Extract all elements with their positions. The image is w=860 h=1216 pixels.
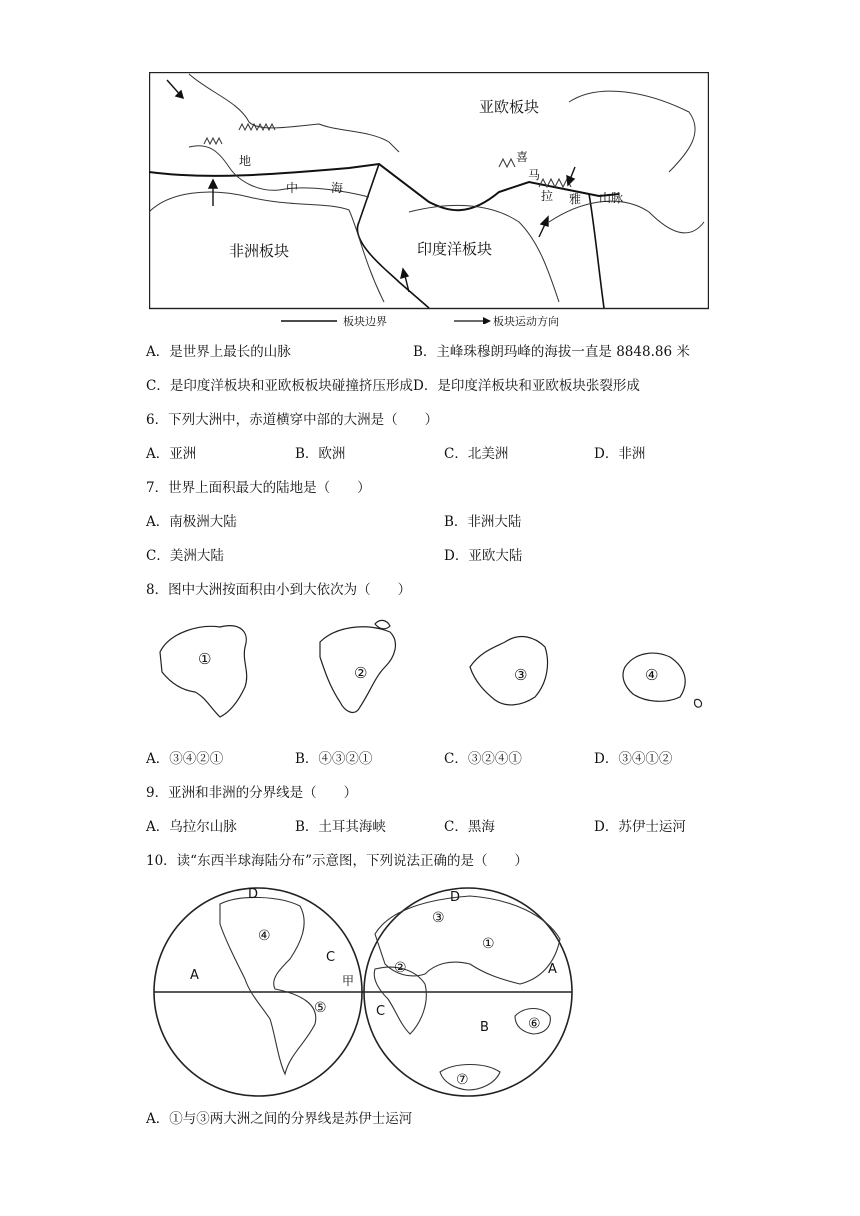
continent-label-3: ③ xyxy=(514,666,528,684)
q6-option-b[interactable]: B．欧洲 xyxy=(295,446,346,462)
east-label-3: ③ xyxy=(432,910,445,926)
q10-stem: 10．读“东西半球海陆分布”示意图，下列说法正确的是（ ） xyxy=(146,853,528,869)
east-label-7: ⑦ xyxy=(456,1072,469,1088)
asia-outline xyxy=(160,626,247,717)
label-himalaya-shanmai: 山脉 xyxy=(599,191,624,205)
continent-label-4: ④ xyxy=(645,666,659,684)
q6-option-a[interactable]: A．亚洲 xyxy=(146,446,197,462)
hemisphere-drawing xyxy=(150,884,580,1100)
label-africa-plate: 非洲板块 xyxy=(229,242,290,260)
q9-option-b[interactable]: B．土耳其海峡 xyxy=(295,819,386,835)
q7-option-d[interactable]: D．亚欧大陆 xyxy=(444,548,523,564)
continent-label-2: ② xyxy=(354,664,368,682)
q10-option-a[interactable]: A．①与③两大洲之间的分界线是苏伊士运河 xyxy=(146,1111,413,1127)
east-label-a: A xyxy=(548,962,557,977)
east-label-1: ① xyxy=(482,936,495,952)
continent-figures xyxy=(150,612,730,730)
q9-option-c[interactable]: C．黑海 xyxy=(444,819,495,835)
label-himalaya-la: 拉 xyxy=(541,189,554,203)
east-label-b: B xyxy=(480,1020,489,1035)
west-label-c: C xyxy=(326,950,336,965)
q9-option-d[interactable]: D．苏伊士运河 xyxy=(594,819,686,835)
q8-option-c[interactable]: C．③②④① xyxy=(444,751,522,767)
east-label-d: D xyxy=(450,890,461,905)
continent-outlines xyxy=(150,612,730,730)
east-label-c: C xyxy=(376,1004,386,1019)
west-label-5: ⑤ xyxy=(314,1000,327,1016)
west-label-d: D xyxy=(248,887,259,902)
west-label-jia: 甲 xyxy=(342,974,355,988)
plate-map xyxy=(149,72,709,328)
q5-option-c[interactable]: C．是印度洋板块和亚欧板板块碰撞挤压形成 xyxy=(146,378,413,394)
q8-option-d[interactable]: D．③④①② xyxy=(594,751,673,767)
east-label-2: ② xyxy=(394,960,407,976)
label-indian-plate: 印度洋板块 xyxy=(417,240,493,258)
q6-stem: 6．下列大洲中，赤道横穿中部的大洲是（ ） xyxy=(146,412,439,428)
q5-option-d[interactable]: D．是印度洋板块和亚欧板块张裂形成 xyxy=(413,378,640,394)
hemisphere-map xyxy=(150,884,580,1100)
label-eurasia-plate: 亚欧板块 xyxy=(479,98,540,116)
east-label-6: ⑥ xyxy=(528,1016,541,1032)
q6-option-d[interactable]: D．非洲 xyxy=(594,446,646,462)
label-mediterranean-zhong: 中 xyxy=(286,181,299,195)
q7-option-b[interactable]: B．非洲大陆 xyxy=(444,514,522,530)
q8-stem: 8．图中大洲按面积由小到大依次为（ ） xyxy=(146,582,412,598)
label-himalaya-ma: 马 xyxy=(528,168,541,182)
q7-option-a[interactable]: A．南极洲大陆 xyxy=(146,514,237,530)
europe-outline xyxy=(470,637,548,705)
plate-map-drawing xyxy=(149,72,709,324)
q5-option-a[interactable]: A．是世界上最长的山脉 xyxy=(146,344,291,360)
west-label-4: ④ xyxy=(258,928,271,944)
legend-boundary-label: 板块边界 xyxy=(343,315,387,328)
label-himalaya-ya: 雅 xyxy=(569,192,582,206)
q7-option-c[interactable]: C．美洲大陆 xyxy=(146,548,224,564)
label-himalaya-xi: 喜 xyxy=(516,150,529,164)
label-mediterranean-hai: 海 xyxy=(331,181,344,195)
q8-option-b[interactable]: B．④③②① xyxy=(295,751,373,767)
label-mediterranean-di: 地 xyxy=(239,154,252,168)
continent-label-1: ① xyxy=(198,650,212,668)
q9-stem: 9．亚洲和非洲的分界线是（ ） xyxy=(146,785,358,801)
q5-option-b[interactable]: B．主峰珠穆朗玛峰的海拔一直是 8848.86 米 xyxy=(413,344,690,360)
q6-option-c[interactable]: C．北美洲 xyxy=(444,446,509,462)
legend-direction-label: 板块运动方向 xyxy=(493,315,559,328)
q8-option-a[interactable]: A．③④②① xyxy=(146,751,224,767)
q9-option-a[interactable]: A．乌拉尔山脉 xyxy=(146,819,237,835)
west-label-a: A xyxy=(190,968,199,983)
q7-stem: 7．世界上面积最大的陆地是（ ） xyxy=(146,480,371,496)
